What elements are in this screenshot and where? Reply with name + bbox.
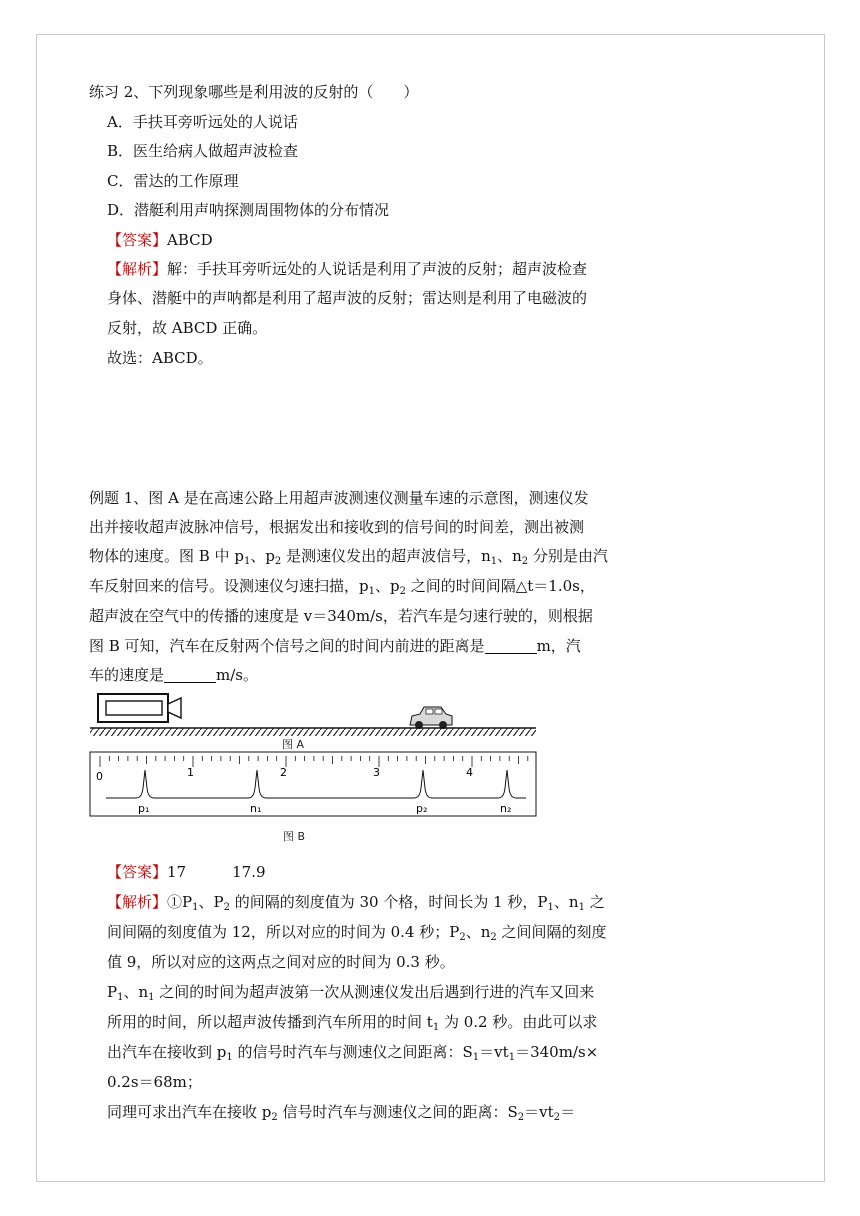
- solution-line: 同理可求出汽车在接收 $p_2$ 信号时汽车与测速仪之间的距离：$S_2=vt_2=$: [107, 1103, 576, 1123]
- exercise2-analysis-line: [107, 259, 587, 279]
- solution-line: 出汽车在接收到 $p_1$ 的信号时汽车与测速仪之间距离：$S_1=vt_1=340m/s\times$: [107, 1043, 599, 1063]
- option-d: D．潜艇利用声呐探测周围物体的分布情况: [107, 201, 390, 219]
- answer-tag: 【答案】: [107, 231, 168, 249]
- speed-gun-icon: [98, 694, 181, 722]
- pulse-p2-label: p₂: [416, 802, 428, 815]
- answer-tag: 【答案】: [107, 863, 168, 881]
- tick-label-4: 4: [466, 766, 473, 779]
- option-a: A．手扶耳旁听远处的人说话: [107, 113, 298, 131]
- exercise2-question: 练习 2、下列现象哪些是利用波的反射的（ ）: [89, 83, 419, 101]
- answer-value: ABCD: [167, 231, 213, 249]
- example1-line: 例题 1、图 A 是在高速公路上用超声波测速仪测量车速的示意图，测速仪发: [89, 489, 589, 507]
- caption-a: 图 A: [282, 738, 305, 751]
- example1-line: 超声波在空气中的传播的速度是 v＝340m/s，若汽车是匀速行驶的，则根据: [89, 607, 593, 625]
- solution-line: 所用的时间，所以超声波传播到汽车所用的时间 $t_1$ 为 0.2 秒。由此可以求: [107, 1013, 598, 1033]
- scale-box: [90, 752, 536, 816]
- tick-label-2: 2: [280, 766, 287, 779]
- option-c: C．雷达的工作原理: [107, 172, 239, 190]
- pulse-p1-label: p₁: [138, 802, 150, 815]
- option-b: B．医生给病人做超声波检查: [107, 142, 299, 160]
- example1-line: 车的速度是 m/s。: [89, 666, 258, 684]
- tick-label-0: 0: [96, 770, 103, 783]
- example1-line: 物体的速度。图 B 中 $p_1$、$p_2$ 是测速仪发出的超声波信号，$n_1$、$n_2$ 分别是由汽: [89, 547, 608, 567]
- road-hatching: [90, 728, 536, 736]
- exercise2-analysis-line: 身体、潜艇中的声呐都是利用了超声波的反射；雷达则是利用了电磁波的: [107, 289, 588, 307]
- solution-line: 【解析】$①P_1$、$P_2$ 的间隔的刻度值为 30 个格，时间长为 1 秒，$P_1$、$n_1$ 之: [107, 893, 605, 913]
- example1-answer: [107, 862, 266, 882]
- solution-line: 间间隔的刻度值为 12，所以对应的时间为 0.4 秒；$P_2$、$n_2$ 之间间隔的刻度: [107, 923, 607, 943]
- example1-line: 图 B 可知，汽车在反射两个信号之间的时间内前进的距离是 m，汽: [89, 637, 581, 655]
- pulse-n1-label: n₁: [250, 802, 262, 815]
- speed-gun-figure: [86, 690, 542, 850]
- solution-line: 0.2s＝68m；: [107, 1073, 202, 1091]
- exercise2-answer: [107, 230, 213, 250]
- analysis-tag: 【解析】: [107, 260, 168, 278]
- answer-distance: 17: [167, 863, 187, 881]
- car-icon: [410, 707, 452, 729]
- caption-b: 图 B: [283, 830, 306, 843]
- solution-line: 值 9，所以对应的这两点之间对应的时间为 0.3 秒。: [107, 953, 455, 971]
- analysis-text: 解：手扶耳旁听远处的人说话是利用了声波的反射；超声波检查: [167, 260, 588, 278]
- exercise2-conclusion: 故选：ABCD。: [107, 349, 213, 367]
- exercise2-analysis-line: 反射，故 ABCD 正确。: [107, 319, 268, 337]
- speed-blank: [164, 668, 216, 683]
- analysis-tag: 【解析】: [107, 893, 168, 911]
- distance-blank: [485, 639, 537, 654]
- answer-speed: 17.9: [232, 863, 266, 881]
- tick-label-1: 1: [187, 766, 194, 779]
- example1-line: 出并接收超声波脉冲信号，根据发出和接收到的信号间的时间差，测出被测: [89, 518, 585, 536]
- example1-line: 车反射回来的信号。设测速仪匀速扫描，$p_1$、$p_2$ 之间的时间间隔△t＝1.0s，: [89, 577, 595, 597]
- solution-line: $P_1$、$n_1$ 之间的时间为超声波第一次从测速仪发出后遇到行进的汽车又回来: [107, 983, 595, 1003]
- pulse-n2-label: n₂: [500, 802, 512, 815]
- tick-label-3: 3: [373, 766, 380, 779]
